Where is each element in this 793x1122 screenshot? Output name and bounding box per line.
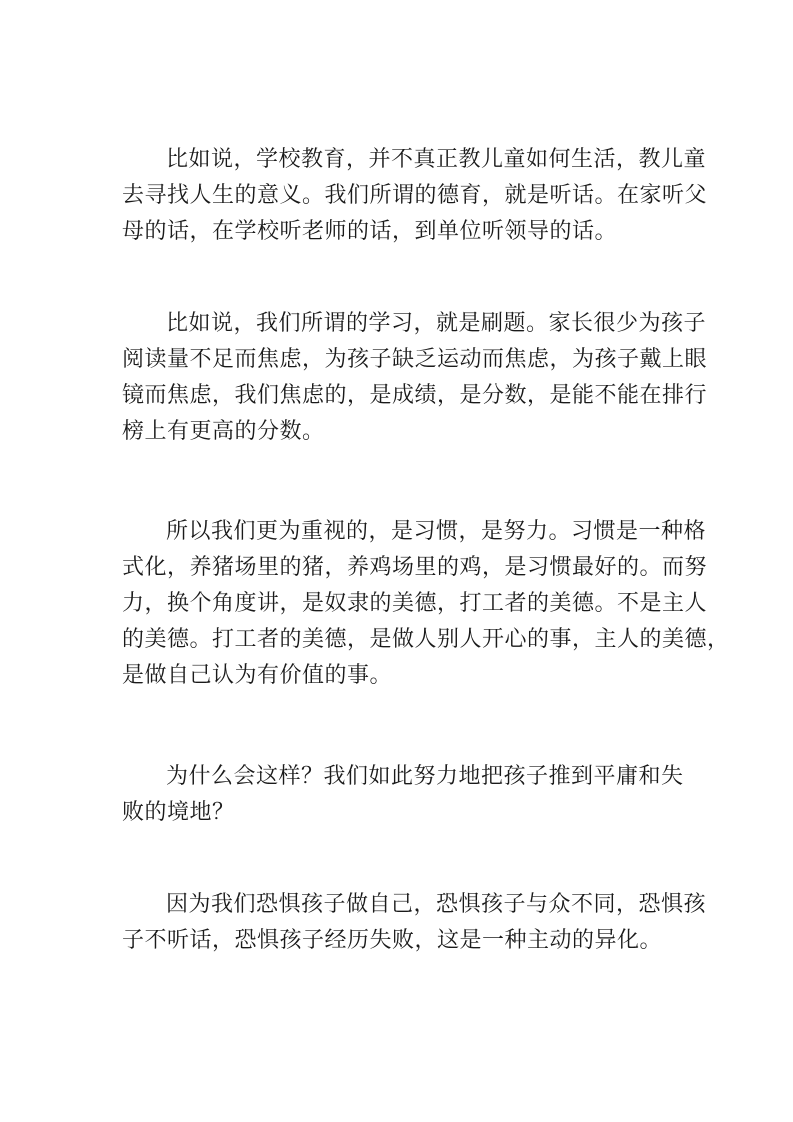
paragraph-1-line-2: 去寻找人生的意义。我们所谓的德育，就是听话。在家听父 (122, 183, 708, 208)
paragraph-1-line-1: 比如说，学校教育，并不真正教儿童如何生活，教儿童 (166, 147, 707, 172)
paragraph-3-line-5: 是做自己认为有价值的事。 (122, 663, 393, 688)
paragraph-5-line-2: 子不听话，恐惧孩子经历失败，这是一种主动的异化。 (122, 928, 663, 953)
paragraph-3-line-4: 的美德。打工者的美德，是做人别人开心的事，主人的美德， (122, 627, 730, 652)
paragraph-2 (122, 306, 708, 450)
paragraph-3-line-3: 力，换个角度讲，是奴隶的美德，打工者的美德。不是主人 (122, 591, 708, 616)
paragraph-1-line-3: 母的话，在学校听老师的话，到单位听领导的话。 (122, 219, 618, 244)
paragraph-2-line-4: 榜上有更高的分数。 (122, 419, 325, 444)
paragraph-2-line-1: 比如说，我们所谓的学习，就是刷题。家长很少为孩子 (166, 311, 707, 336)
paragraph-3 (122, 514, 730, 694)
paragraph-2-line-3: 镜而焦虑，我们焦虑的，是成绩，是分数，是能不能在排行 (122, 383, 708, 408)
paragraph-2-line-2: 阅读量不足而焦虑，为孩子缺乏运动而焦虑，为孩子戴上眼 (122, 347, 708, 372)
paragraph-5-line-1: 因为我们恐惧孩子做自己，恐惧孩子与众不同，恐惧孩 (166, 892, 707, 917)
paragraph-4-line-2: 败的境地？ (122, 800, 235, 825)
paragraph-4-line-1: 为什么会这样？我们如此努力地把孩子推到平庸和失 (166, 764, 684, 789)
paragraph-1 (122, 142, 708, 250)
paragraph-4 (122, 759, 684, 831)
paragraph-3-line-1: 所以我们更为重视的，是习惯，是努力。习惯是一种格 (166, 519, 707, 544)
paragraph-5 (122, 887, 707, 959)
paragraph-3-line-2: 式化，养猪场里的猪，养鸡场里的鸡，是习惯最好的。而努 (122, 555, 708, 580)
